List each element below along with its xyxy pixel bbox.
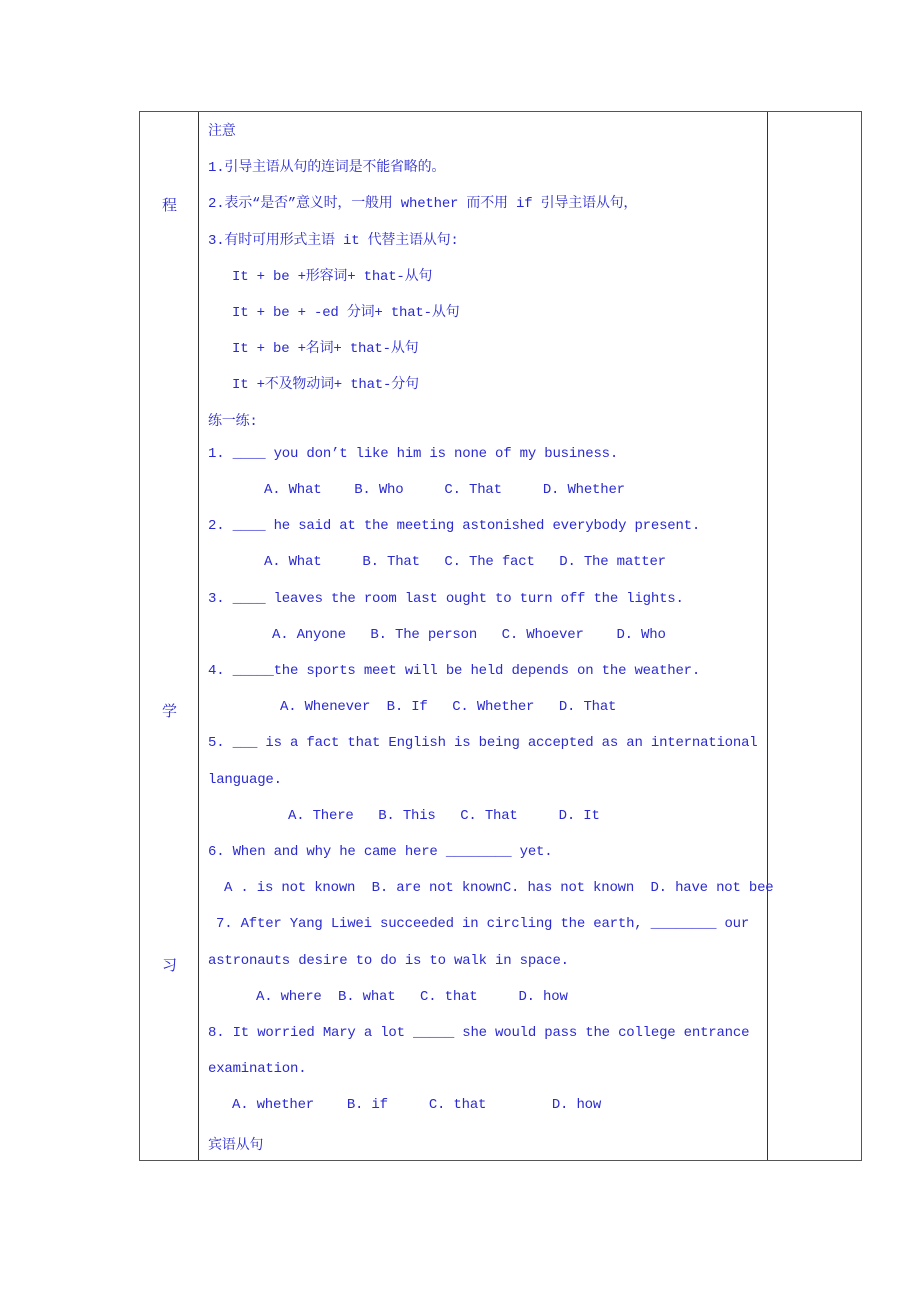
content-line: A. Whenever B. If C. Whether D. That: [280, 699, 617, 716]
content-line: 6. When and why he came here ________ yet.: [208, 844, 553, 860]
content-line: astronauts desire to do is to walk in space.: [208, 952, 569, 969]
content-line: It + be +形容词+ that-从句: [232, 268, 433, 285]
content-line: examination.: [208, 1061, 307, 1078]
content-line: A. Anyone B. The person C. Whoever D. Who: [272, 626, 666, 643]
content-line: language.: [208, 771, 282, 788]
content-line: A. There B. This C. That D. It: [288, 807, 600, 824]
content-line: 1. ____ you don’t like him is none of my business.: [208, 445, 619, 462]
content-line: 注意: [208, 124, 236, 140]
content-line: 3. ____ leaves the room last ought to turn off the lights.: [208, 590, 684, 607]
content-line: 2.表示“是否”意义时，一般用 whether 而不用 if 引导主语从句，: [208, 196, 638, 213]
column-divider-left: [198, 112, 199, 1160]
content-line: A. where B. what C. that D. how: [256, 988, 568, 1005]
content-line: A. whether B. if C. that D. how: [232, 1097, 602, 1114]
left-label-xi: 习: [162, 956, 178, 974]
content-line: 宾语从句: [208, 1137, 264, 1154]
left-label-cheng: 程: [162, 196, 178, 214]
content-line: It +不及物动词+ that-分句: [232, 377, 419, 394]
content-line: 5. ___ is a fact that English is being accepted as an international: [208, 735, 758, 752]
content-line: 3.有时可用形式主语 it 代替主语从句:: [208, 232, 459, 249]
content-line: 练一练:: [208, 413, 258, 430]
left-label-xue: 学: [162, 702, 178, 720]
content-line: A. What B. That C. The fact D. The matter: [264, 554, 666, 571]
content-line: 1.引导主语从句的连词是不能省略的。: [208, 160, 446, 177]
content-line: 7. After Yang Liwei succeeded in circling the earth, ________ our: [216, 916, 750, 933]
column-divider-right: [767, 112, 768, 1160]
content-line: It + be + -ed 分词+ that-从句: [232, 305, 460, 321]
content-line: 8. It worried Mary a lot _____ she would pass the college entrance: [208, 1025, 750, 1041]
content-line: It + be +名词+ that-从句: [232, 341, 419, 358]
content-line: A . is not known B. are not knownC. has not known D. have not bee: [224, 880, 774, 897]
content-line: 4. _____the sports meet will be held depends on the weather.: [208, 663, 701, 679]
content-line: A. What B. Who C. That D. Whether: [264, 482, 625, 498]
content-line: 2. ____ he said at the meeting astonished everybody present.: [208, 518, 701, 535]
lesson-table: [139, 111, 862, 1161]
